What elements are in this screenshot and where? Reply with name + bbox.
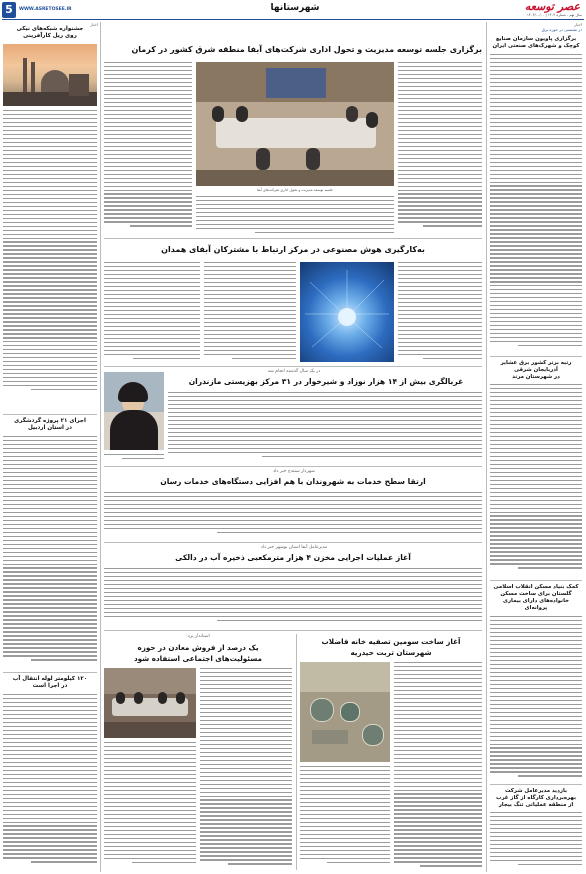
article1-body-right bbox=[398, 62, 482, 234]
right-column-label: اخبار bbox=[574, 22, 582, 27]
left-story3-title: ۱۲۰ کیلومتر لوله انتقال آب در اجرا است bbox=[12, 676, 88, 689]
right-story4-body bbox=[490, 812, 582, 870]
divider bbox=[490, 580, 582, 581]
article2-body-mid bbox=[204, 262, 296, 362]
article3-body-under-photo bbox=[104, 454, 164, 464]
right-story2-title: رتبه برتر کشور برق عشایر آذربایجان شرقی در شهرستان مرند bbox=[500, 360, 572, 380]
left-story1-body bbox=[3, 110, 97, 410]
divider bbox=[104, 238, 482, 239]
right-story4-title: بازدید مدیرعامل شرکت بهره‌برداری کارگاه از گاز غرب از منطقه عملیاتی تنگ بیجار bbox=[496, 788, 576, 808]
article5-title: آغاز عملیات اجرایی مخزن ۴ هزار مترمکعبی ذخیره آب در دالکی bbox=[175, 553, 411, 562]
divider bbox=[104, 630, 482, 631]
article3-kicker: در یک سال گذشته انجام شد bbox=[267, 369, 321, 374]
article3-body bbox=[168, 392, 482, 462]
article2-body-left bbox=[104, 262, 200, 362]
date-line: سال نهم - شماره ۱۴۰۳ | ۱۴۰۳/۰۰/۰۰ bbox=[526, 13, 582, 17]
right-story3-body bbox=[490, 616, 582, 780]
left-story3-body bbox=[3, 694, 97, 870]
logo bbox=[520, 0, 580, 14]
section-title: شهرستانها bbox=[270, 3, 320, 13]
divider bbox=[104, 366, 482, 367]
divider bbox=[490, 784, 582, 785]
column-rule bbox=[100, 22, 101, 872]
left-story1-title: جشنواره شبکه‌های نیکی روی ریل کارآفرینی bbox=[16, 26, 84, 39]
column-rule bbox=[486, 22, 487, 872]
article6-body-under-photo bbox=[300, 766, 390, 868]
city-mosque-photo bbox=[3, 44, 97, 106]
article5-body bbox=[104, 568, 482, 626]
article6-title: آغاز ساخت سومین تصفیه خانه فاضلاب شهرستان تربت حیدریه bbox=[321, 637, 461, 657]
left-column-label: اخبار bbox=[90, 22, 98, 27]
treatment-plant-aerial-photo bbox=[300, 662, 390, 762]
article7-body-under-photo bbox=[104, 742, 196, 868]
article4-kicker: شهردار سنندج خبر داد bbox=[273, 469, 315, 474]
yazd-meeting-photo bbox=[104, 668, 196, 738]
article4-title: ارتقا سطح خدمات به شهروندان با هم افزایی دستگاه‌های خدمات رسان bbox=[160, 477, 426, 486]
article1-body-under-photo bbox=[196, 196, 394, 234]
column-rule bbox=[296, 634, 297, 870]
page-number: 5 bbox=[5, 3, 13, 16]
article2-body-right bbox=[398, 262, 482, 362]
article7-title: یک درصد از فروش معادن در حوزه مسئولیت‌های اجتماعی استفاده شود bbox=[133, 643, 263, 663]
article3-title: غربالگری بیش از ۱۴ هزار نوزاد و شیرخوار در ۳۱ مرکز بهزیستی مازندران bbox=[188, 377, 464, 386]
header-rule bbox=[2, 19, 584, 20]
article6-body-right bbox=[394, 662, 482, 868]
right-intro: در نشستی در حوزه برق bbox=[541, 27, 582, 32]
left-story2-title: اجرای ۲۱ پروژه گردشگری در استان اردبیل bbox=[14, 418, 86, 431]
right-story3-title: کمک بنیاد مسکن انقلاب اسلامی گلستان برای ساخت مسکن خانواده‌های دارای بیماری پروانه‌ای bbox=[493, 584, 579, 611]
divider bbox=[104, 466, 482, 467]
meeting-photo bbox=[196, 62, 394, 186]
divider bbox=[3, 414, 97, 415]
article1-caption: جلسه توسعه مدیریت و تحول اداری شرکت‌های آبفا bbox=[256, 188, 333, 192]
right-story1-body bbox=[490, 54, 582, 352]
divider bbox=[104, 542, 482, 543]
divider bbox=[490, 356, 582, 357]
article7-body-right bbox=[200, 668, 292, 868]
website: WWW.ASRETOSEE.IR bbox=[19, 7, 72, 12]
ai-network-graphic bbox=[300, 262, 394, 362]
divider bbox=[3, 672, 97, 673]
article7-kicker: استاندار یزد: bbox=[186, 634, 210, 639]
article4-body bbox=[104, 492, 482, 538]
logo-text: عصر توسعه bbox=[524, 0, 580, 13]
article2-title: به‌کارگیری هوش مصنوعی در مرکز ارتباط با مشترکان آبفای همدان bbox=[161, 245, 425, 254]
right-story1-title: برگزاری پاویون سازمان صنایع کوچک و شهرک‌های صنعتی ایران bbox=[492, 36, 580, 49]
right-story2-body bbox=[490, 384, 582, 576]
official-portrait-photo bbox=[104, 372, 164, 450]
left-story2-body bbox=[3, 436, 97, 668]
article1-body-left bbox=[104, 62, 192, 234]
article1-title: برگزاری جلسه توسعه مدیریت و تحول اداری شرکت‌های آبفا منطقه شرق کشور در کرمان bbox=[131, 45, 482, 54]
article5-kicker: مدیرعامل آبفا استان بوشهر خبر داد bbox=[260, 545, 328, 550]
